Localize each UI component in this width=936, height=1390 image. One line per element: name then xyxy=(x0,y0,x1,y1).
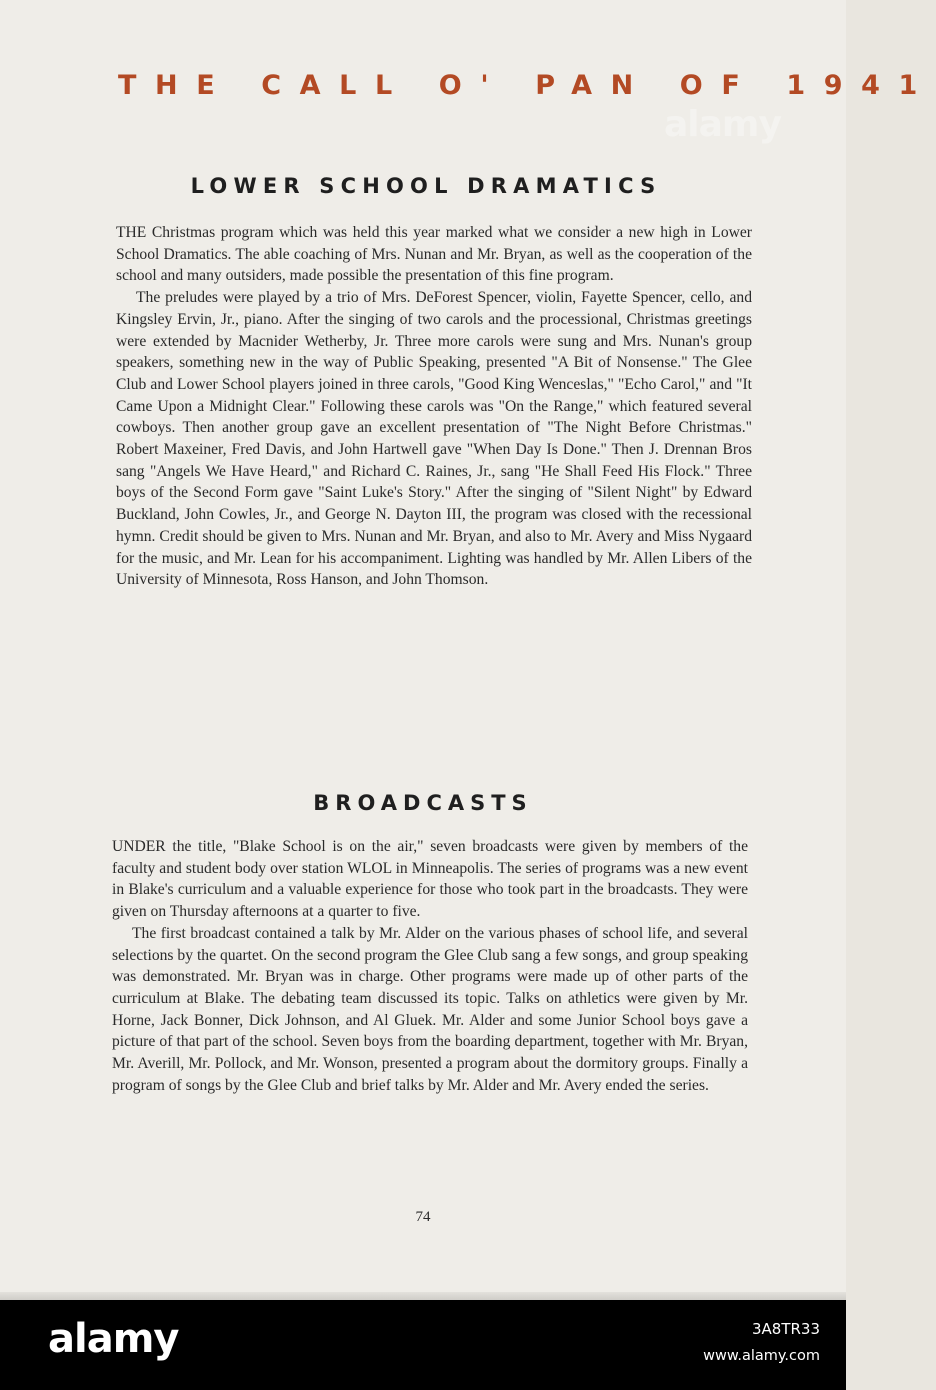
broadcasts-paragraph-2: The first broadcast contained a talk by Mr. Alder on the various phases of school life, and several selections by the quartet. On the second program the Glee Club sang a few songs, and group speaking was demonstrated. Mr. Bryan was in charge. Other programs were made up of other parts of the curriculum at Blake. The debating team discussed its topic. Talks on athletics were given by Mr. Horne, Jack Bonner, Dick Johnson, and Al Gluek. Mr. Alder and some Junior School boys gave a picture of that part of the school. Seven boys from the boarding department, together with Mr. Bryan, Mr. Averill, Mr. Pollock, and Mr. Wonson, presented a program about the dormitory groups. Finally a program of songs by the Glee Club and brief talks by Mr. Alder and Mr. Avery ended the series. xyxy=(112,924,748,1094)
image-id: 3A8TR33 xyxy=(751,1320,820,1338)
dramatics-body xyxy=(116,222,752,591)
dramatics-paragraph-1: THE Christmas program which was held this year marked what we consider a new high in Lower School Dramatics. The able coaching of Mrs. Nunan and Mr. Bryan, as well as the cooperation of the school and many outsiders, made possible the presentation of this fine program. xyxy=(116,224,752,285)
page-edge xyxy=(0,1292,846,1300)
alamy-logo: alamy xyxy=(48,1316,179,1362)
section-title-dramatics: LOWER SCHOOL DRAMATICS xyxy=(190,174,662,198)
footer-url: www.alamy.com xyxy=(703,1348,820,1364)
broadcasts-body xyxy=(112,836,748,1096)
stock-footer-bar xyxy=(0,1300,846,1390)
broadcasts-paragraph-1: UNDER the title, "Blake School is on the air," seven broadcasts were given by members of the faculty and student body over station WLOL in Minneapolis. The series of programs was a new event in Blake's curriculum and a valuable experience for those who took part in the broadcasts. They were given on Thursday afternoons at a quarter to five. xyxy=(112,838,748,921)
dramatics-paragraph-2: The preludes were played by a trio of Mrs. DeForest Spencer, violin, Fayette Spencer, cello, and Kingsley Ervin, Jr., piano. After the singing of two carols and the processional, Christmas greetings were extended by Macnider Wetherby, Jr. Three more carols were sung and Mrs. Nunan's group speakers, something new in the way of Public Speaking, presented "A Bit of Nonsense." The Glee Club and Lower School players joined in three carols, "Good King Wenceslas," "Echo Carol," and "It Came Upon a Midnight Clear." Following these carols was "On the Range," which featured several cowboys. Then another group gave an excellent presentation of "The Night Before Christmas." Robert Maxeiner, Fred Davis, and John Hartwell gave "When Day Is Done." Then J. Drennan Bros sang "Angels We Have Heard," and Richard C. Raines, Jr., sang "He Shall Feed His Flock." Three boys of the Second Form gave "Saint Luke's Story." After the singing of "Silent Night" by Edward Buckland, John Cowles, Jr., and George N. Dayton III, the program was closed with the recessional hymn. Credit should be given to Mrs. Nunan and Mr. Bryan, and also to Mr. Avery and Miss Nygaard for the music, and Mr. Lean for his accompaniment. Lighting was handled by Mr. Allen Libers of the University of Minnesota, Ross Hanson, and John Thomson. xyxy=(116,289,752,589)
watermark-logo: alamy xyxy=(664,104,781,145)
page-number: 74 xyxy=(415,1209,431,1225)
running-header: THE CALL O' PAN OF 1941 xyxy=(118,70,936,101)
section-title-broadcasts: BROADCASTS xyxy=(313,791,533,815)
